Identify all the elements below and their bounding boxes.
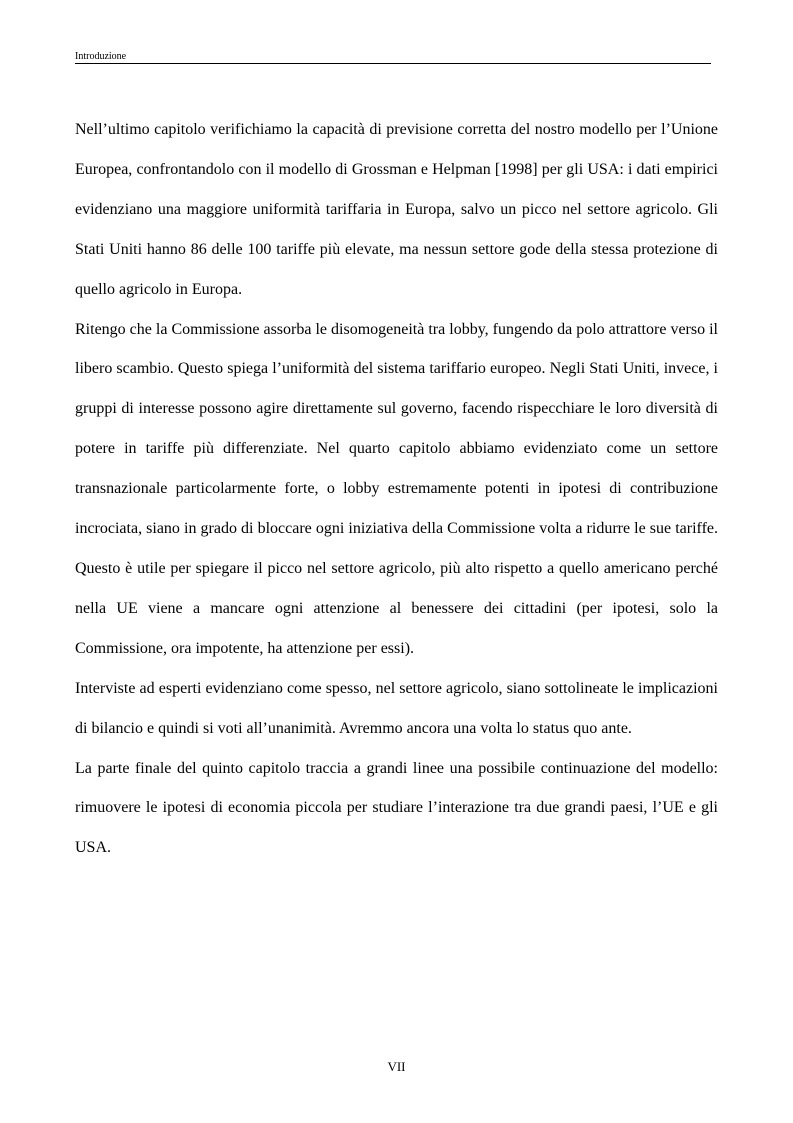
paragraph-1: Nell’ultimo capitolo verifichiamo la capacità di previsione corretta del nostro modello per l’Unione Europea, confrontandolo con il modello di Grossman e Helpman [1998] per gli USA: i dati empirici evidenziano una maggiore uniformità tariffaria in Europa, salvo un picco nel settore agricolo. Gli Stati Uniti hanno 86 delle 100 tariffe più elevate, ma nessun settore gode della stessa protezione di quello agricolo in Europa.	[75, 121, 718, 298]
paragraph-3: Interviste ad esperti evidenziano come spesso, nel settore agricolo, siano sottolineate le implicazioni di bilancio e quindi si voti all’unanimità. Avremmo ancora una volta lo status quo ante.	[75, 679, 718, 737]
header-title: Introduzione	[75, 51, 127, 62]
paragraph-4: La parte finale del quinto capitolo traccia a grandi linee una possibile continuazione del modello: rimuovere le ipotesi di economia piccola per studiare l’interazione tra due grandi paesi, l’UE e gli USA.	[75, 759, 718, 857]
document-body	[75, 110, 718, 868]
page-number: VII	[387, 1059, 406, 1074]
running-header	[75, 50, 711, 64]
paragraph-2: Ritengo che la Commissione assorba le disomogeneità tra lobby, fungendo da polo attrattore verso il libero scambio. Questo spiega l’uniformità del sistema tariffario europeo. Negli Stati Uniti, invece, i gruppi di interesse possono agire direttamente sul governo, facendo rispecchiare le loro diversità di potere in tariffe più differenziate. Nel quarto capitolo abbiamo evidenziato come un settore transnazionale particolarmente forte, o lobby estremamente potenti in ipotesi di contribuzione incrociata, siano in grado di bloccare ogni iniziativa della Commissione volta a ridurre le sue tariffe. Questo è utile per spiegare il picco nel settore agricolo, più alto rispetto a quello americano perché nella UE viene a mancare ogni attenzione al benessere dei cittadini (per ipotesi, solo la Commissione, ora impotente, ha attenzione per essi).	[75, 320, 718, 657]
